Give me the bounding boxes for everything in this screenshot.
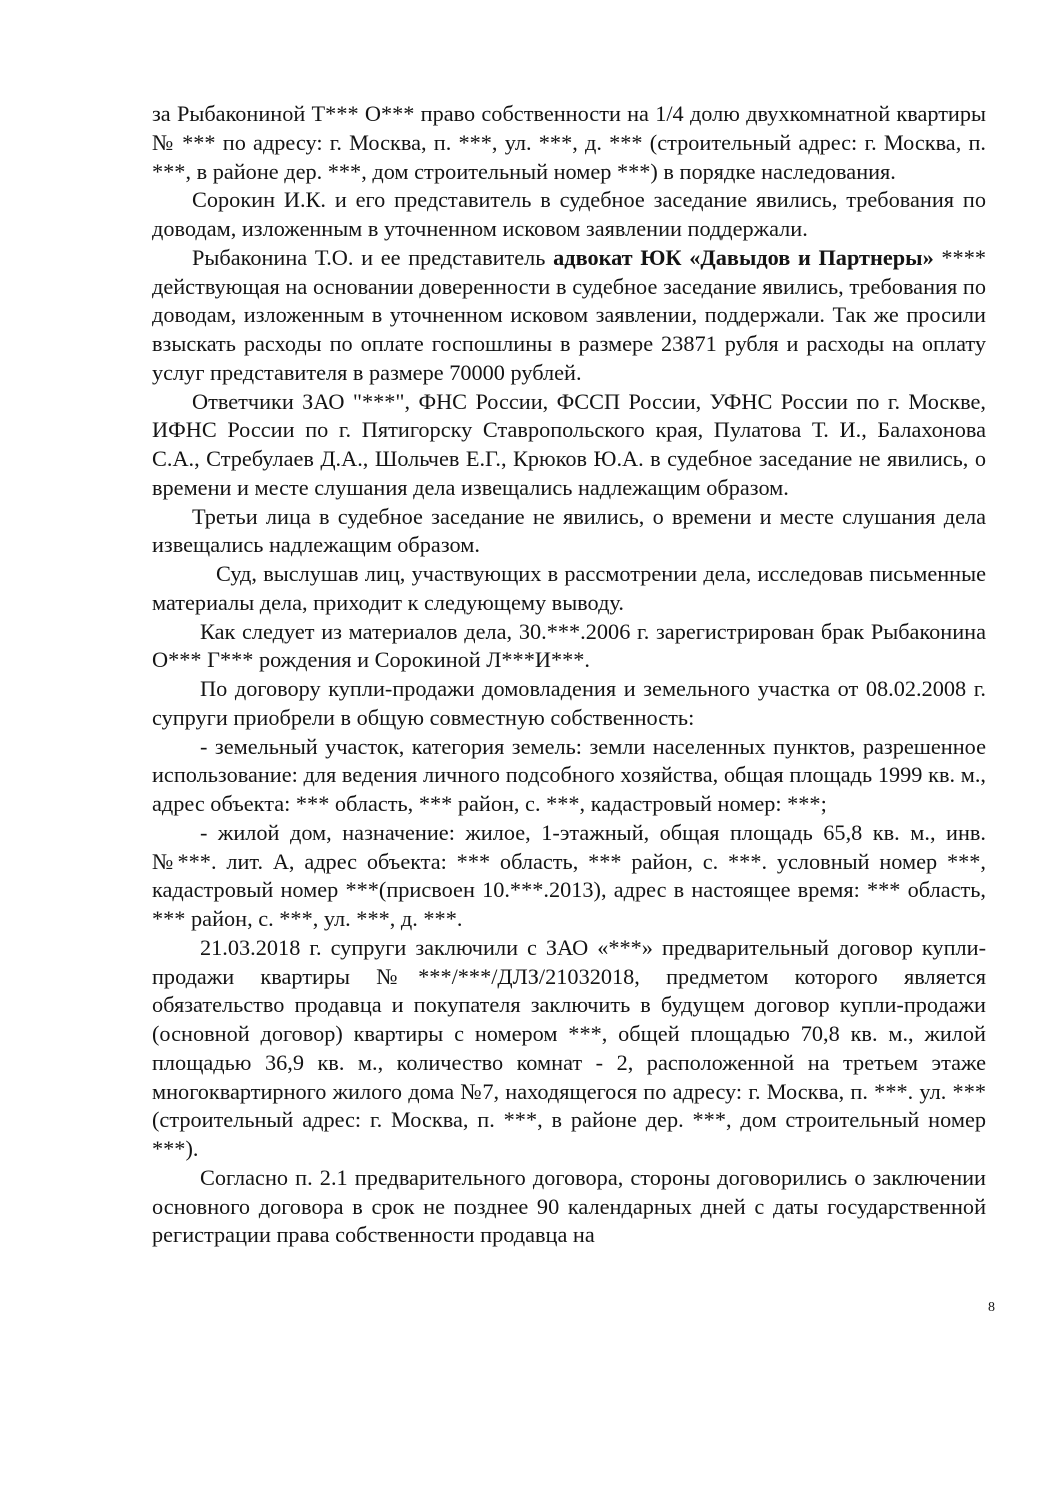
paragraph-preliminary-contract: 21.03.2018 г. супруги заключили с ЗАО «***» предварительный договор купли-продажи квартиры №***/***/ДЛЗ/21032018, предметом которого является обязательство продавца и покупателя заключить в будущем договор купли-продажи (основной договор) квартиры с номером ***, общей площадью 70,8 кв. м., жилой площадью 36,9 кв. м., количество комнат - 2, расположенной на третьем этаже многоквартирного жилого дома №7, находящегося по адресу: г. Москва, п. ***. ул. *** (строительный адрес: г. Москва, п. ***, в районе дер. ***, дом строительный номер ***). [152, 934, 986, 1161]
paragraph-marriage-registration: Как следует из материалов дела, 30.***.2006 г. зарегистрирован брак Рыбаконина О*** Г*** рождения и Сорокиной Л***И***. [152, 618, 986, 673]
paragraph-inheritance-claim: за Рыбакониной Т*** О*** право собственности на 1/4 долю двухкомнатной квартиры № *** по адресу: г. Москва, п. ***, ул. ***, д. *** (строительный адрес: г. Москва, п. ***, в районе дер. ***, дом строительный номер ***) в порядке наследования. [152, 101, 986, 184]
paragraph-court-conclusion: Суд, выслушав лиц, участвующих в рассмотрении дела, исследовав письменные материалы дела, приходит к следующему выводу. [152, 561, 986, 615]
paragraph-defendants-absent: Ответчики ЗАО "***", ФНС России, ФССП России, УФНС России по г. Москве, ИФНС России по г. Пятигорску Ставропольского края, Пулатова Т. И., Балахонова С.А., Стребулаев Д.А., Шольчев Е.Г., Крюков Ю.А. в судебное заседание не явились, о времени и месте слушания дела извещались надлежащим образом. [152, 388, 986, 500]
list-item-land-plot: - земельный участок, категория земель: земли населенных пунктов, разрешенное использование: для ведения личного подсобного хозяйства, общая площадь 1999 кв. м., адрес объекта: *** область, *** район, с. ***, кадастровый номер: ***; [152, 733, 986, 816]
page-number: 8 [988, 1300, 995, 1315]
paragraph-text: Рыбаконина Т.О. и ее представитель [192, 244, 554, 270]
paragraph-third-parties-absent: Третьи лица в судебное заседание не явились, о времени и месте слушания дела извещались надлежащим образом. [152, 503, 986, 558]
paragraph-sorokin-attendance: Сорокин И.К. и его представитель в судебное заседание явились, требования по доводам, изложенным в уточненном исковом заявлении поддержали. [152, 187, 986, 241]
paragraph-purchase-agreement: По договору купли-продажи домовладения и земельного участка от 08.02.2008 г. супруги приобрели в общую совместную собственность: [152, 676, 986, 730]
paragraph-rybakonina-attendance [152, 244, 986, 388]
paragraph-text: **** действующая на основании доверенности в судебное заседание явились, требования по доводам, изложенным в уточненном исковом заявлении, поддержали. Так же просили взыскать расходы по оплате госпошлины в размере 23871 рубля и расходы на оплату услуг представителя в размере 70000 рублей. [152, 244, 986, 385]
paragraph-contract-clause-2-1: Согласно п. 2.1 предварительного договора, стороны договорились о заключении основного договора в срок не позднее 90 календарных дней с даты государственной регистрации права собственности продавца на [152, 1164, 986, 1248]
advocate-firm-name: адвокат ЮК «Давыдов и Партнеры» [553, 244, 934, 270]
document-page [152, 100, 986, 1250]
list-item-residential-house: - жилой дом, назначение: жилое, 1-этажный, общая площадь 65,8 кв. м., инв. №***. лит. А, адрес объекта: *** область, *** район, с. ***. условный номер ***, кадастровый номер ***(присвоен 10.***.2013), адрес в настоящее время: *** область, *** район, с. ***, ул. ***, д. ***. [152, 819, 986, 931]
